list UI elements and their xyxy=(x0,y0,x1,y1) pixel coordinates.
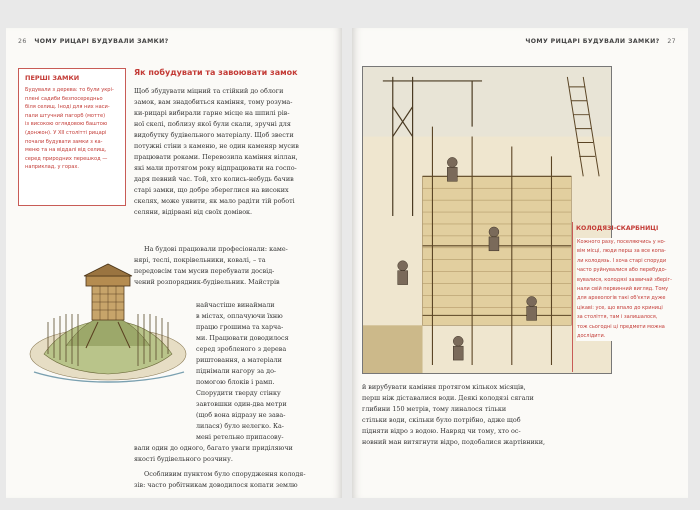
paragraph-3 xyxy=(196,300,310,388)
sidebar-line: Кожного разу, поселяючись у но- xyxy=(577,239,666,245)
text-line: глибини 150 метрів, тому линалося тільки xyxy=(362,405,507,413)
sidebar-title: ПЕРШІ ЗАМКИ xyxy=(25,74,80,82)
text-line: перш ніж діставалися води. Деякі колодязі сягали xyxy=(362,394,534,402)
sidebar-line: дослідити. xyxy=(577,333,606,340)
right-page-number: 27 xyxy=(667,38,676,45)
sidebar-line: почали будувати замки з ка- xyxy=(25,138,103,145)
text-line: потужні стіни з каменю, не один каменяр мусив xyxy=(134,142,299,150)
sidebar-line: наприклад, у горах. xyxy=(25,164,79,171)
sidebar-line: часто руйнувалися або перебудо- xyxy=(577,267,667,274)
text-line: нярі, теслі, покрівельники, ковалі, – та xyxy=(134,256,266,264)
text-line: передовсім там мусив перебувати досвід- xyxy=(134,267,275,275)
right-running-head-title: ЧОМУ РИЦАРІ БУДУВАЛИ ЗАМКИ? xyxy=(525,38,660,45)
text-line: ної скелі, поблизу якої були скали, зручні для xyxy=(134,120,291,128)
text-line: Особливим пунктом було спорудження колодя- xyxy=(144,470,306,478)
text-line: підняти відро з водою. Навряд чи тому, хто ос- xyxy=(362,427,521,435)
sidebar-line: меню та на віддалі від селищ, xyxy=(25,147,107,154)
paragraph-1 xyxy=(134,86,310,218)
sidebar-line: нали свій первинний вигляд. Тому xyxy=(577,286,669,293)
text-line: Щоб збудувати міцний та стійкий до облоги xyxy=(134,87,284,95)
text-line: даря певний час. Той, хто колись-небудь бачив xyxy=(134,175,294,183)
sidebar-line: із високою оглядовою баштою xyxy=(25,121,108,128)
sidebar-line: для археологів такі об'єкти дуже xyxy=(577,295,666,302)
sidebar-line: тож сьогодні ці предмети можна xyxy=(577,323,665,330)
text-line: ки-рицарі вибирали гарне місце на шпилі рів- xyxy=(134,109,290,117)
text-line: працю грошима та харча- xyxy=(196,323,284,331)
sidebar-line: плені садиби безпосередньо xyxy=(25,95,103,102)
text-line: серед зробленого з дерева xyxy=(196,345,287,353)
sidebar-divider xyxy=(572,222,573,372)
text-line: старі замки, що добре збереглися на високих xyxy=(134,186,289,194)
text-line: На будові працювали професіонали: камe- xyxy=(144,245,288,253)
text-line: які мали протягом року відпрацювати на госпо- xyxy=(134,164,297,172)
text-line: видобутку будівельного матеріалу. Щоб звести xyxy=(134,131,294,139)
sidebar-line: вувалися, колодязі зазвичай зберіг- xyxy=(577,276,672,283)
text-line: зів: часто робітникам доводилося копати землю xyxy=(134,481,298,489)
text-line: селяни, відірвані від своїх домівок. xyxy=(134,208,253,216)
section-title: Як побудувати та завоювати замок xyxy=(134,68,298,77)
text-line: найчастіше винаймали xyxy=(196,301,275,309)
text-line: ми. Працювати доводилося xyxy=(196,334,289,342)
text-line: й вирубувати каміння протягом кількох місяців, xyxy=(362,383,526,391)
sidebar-line: за століття, там і залишалося, xyxy=(577,314,658,321)
text-line: замок, вам знадобиться каміння, тому розума- xyxy=(134,98,293,106)
right-running-head xyxy=(525,38,676,45)
left-running-head xyxy=(18,38,169,45)
wooden-tower-illustration xyxy=(26,262,192,386)
text-line: чений розпорядник-будівельник. Майстрів xyxy=(134,278,280,286)
paragraph-3-continued xyxy=(196,388,310,443)
text-line: лилася) було нелегко. Ка- xyxy=(196,422,284,430)
text-line: вали один до одного, багато уваги приділяючи xyxy=(134,444,293,452)
text-line: стільки води, скільки було потрібно, адже щоб xyxy=(362,416,521,424)
text-line: риштовання, а матеріали xyxy=(196,356,282,364)
text-line: працювати роками. Перевозила каміння віллан, xyxy=(134,153,298,161)
left-page xyxy=(6,28,342,498)
right-paragraph xyxy=(362,382,612,448)
wells-sidebar-text xyxy=(576,238,680,341)
text-line: скелях, може уявити, як мало радіти тій роботі xyxy=(134,197,295,205)
paragraph-3-end xyxy=(134,443,310,491)
castle-construction-illustration xyxy=(362,66,612,374)
text-line: новний ман витягнути відро, подобалися жартівники, xyxy=(362,438,546,446)
left-page-number: 26 xyxy=(18,38,27,45)
sidebar-line: пали штучний пагорб (мотте) xyxy=(25,112,106,119)
text-line: помогою блоків і рамп. xyxy=(196,378,275,386)
sidebar-line: цікаві: усе, що впало до криниці xyxy=(577,304,663,311)
sidebar-line: ли колодязь. І хоча старі споруди xyxy=(577,257,667,264)
text-line: якості будівельного розчину. xyxy=(134,455,233,463)
text-line: завтовшки один-два метри xyxy=(196,400,287,408)
sidebar-first-castles xyxy=(18,68,126,206)
sidebar-line: вім місці, люди перш за все копа- xyxy=(577,248,666,255)
wells-sidebar-title: КОЛОДЯЗІ-СКАРБНИЦІ xyxy=(576,225,659,232)
right-page xyxy=(352,28,688,498)
sidebar-line: серед природних перешкод — xyxy=(25,155,108,162)
text-line: (щоб вона відразу не зава- xyxy=(196,411,286,419)
text-line: в містах, оплачуючи їхню xyxy=(196,312,283,320)
sidebar-line: біля селищ. Іноді для них наси- xyxy=(25,104,110,111)
sidebar-line: (донжон). У XII столітті рицарі xyxy=(25,129,107,136)
left-running-head-title: ЧОМУ РИЦАРІ БУДУВАЛИ ЗАМКИ? xyxy=(34,38,169,45)
sidebar-line: Будували з дерева: то були укрі- xyxy=(25,87,114,93)
sidebar-text xyxy=(25,86,119,172)
text-line: мені ретельно припасову- xyxy=(196,433,284,441)
text-line: Спорудити тверду стінку xyxy=(196,389,281,397)
text-line: піднімали нагору за до- xyxy=(196,367,277,375)
